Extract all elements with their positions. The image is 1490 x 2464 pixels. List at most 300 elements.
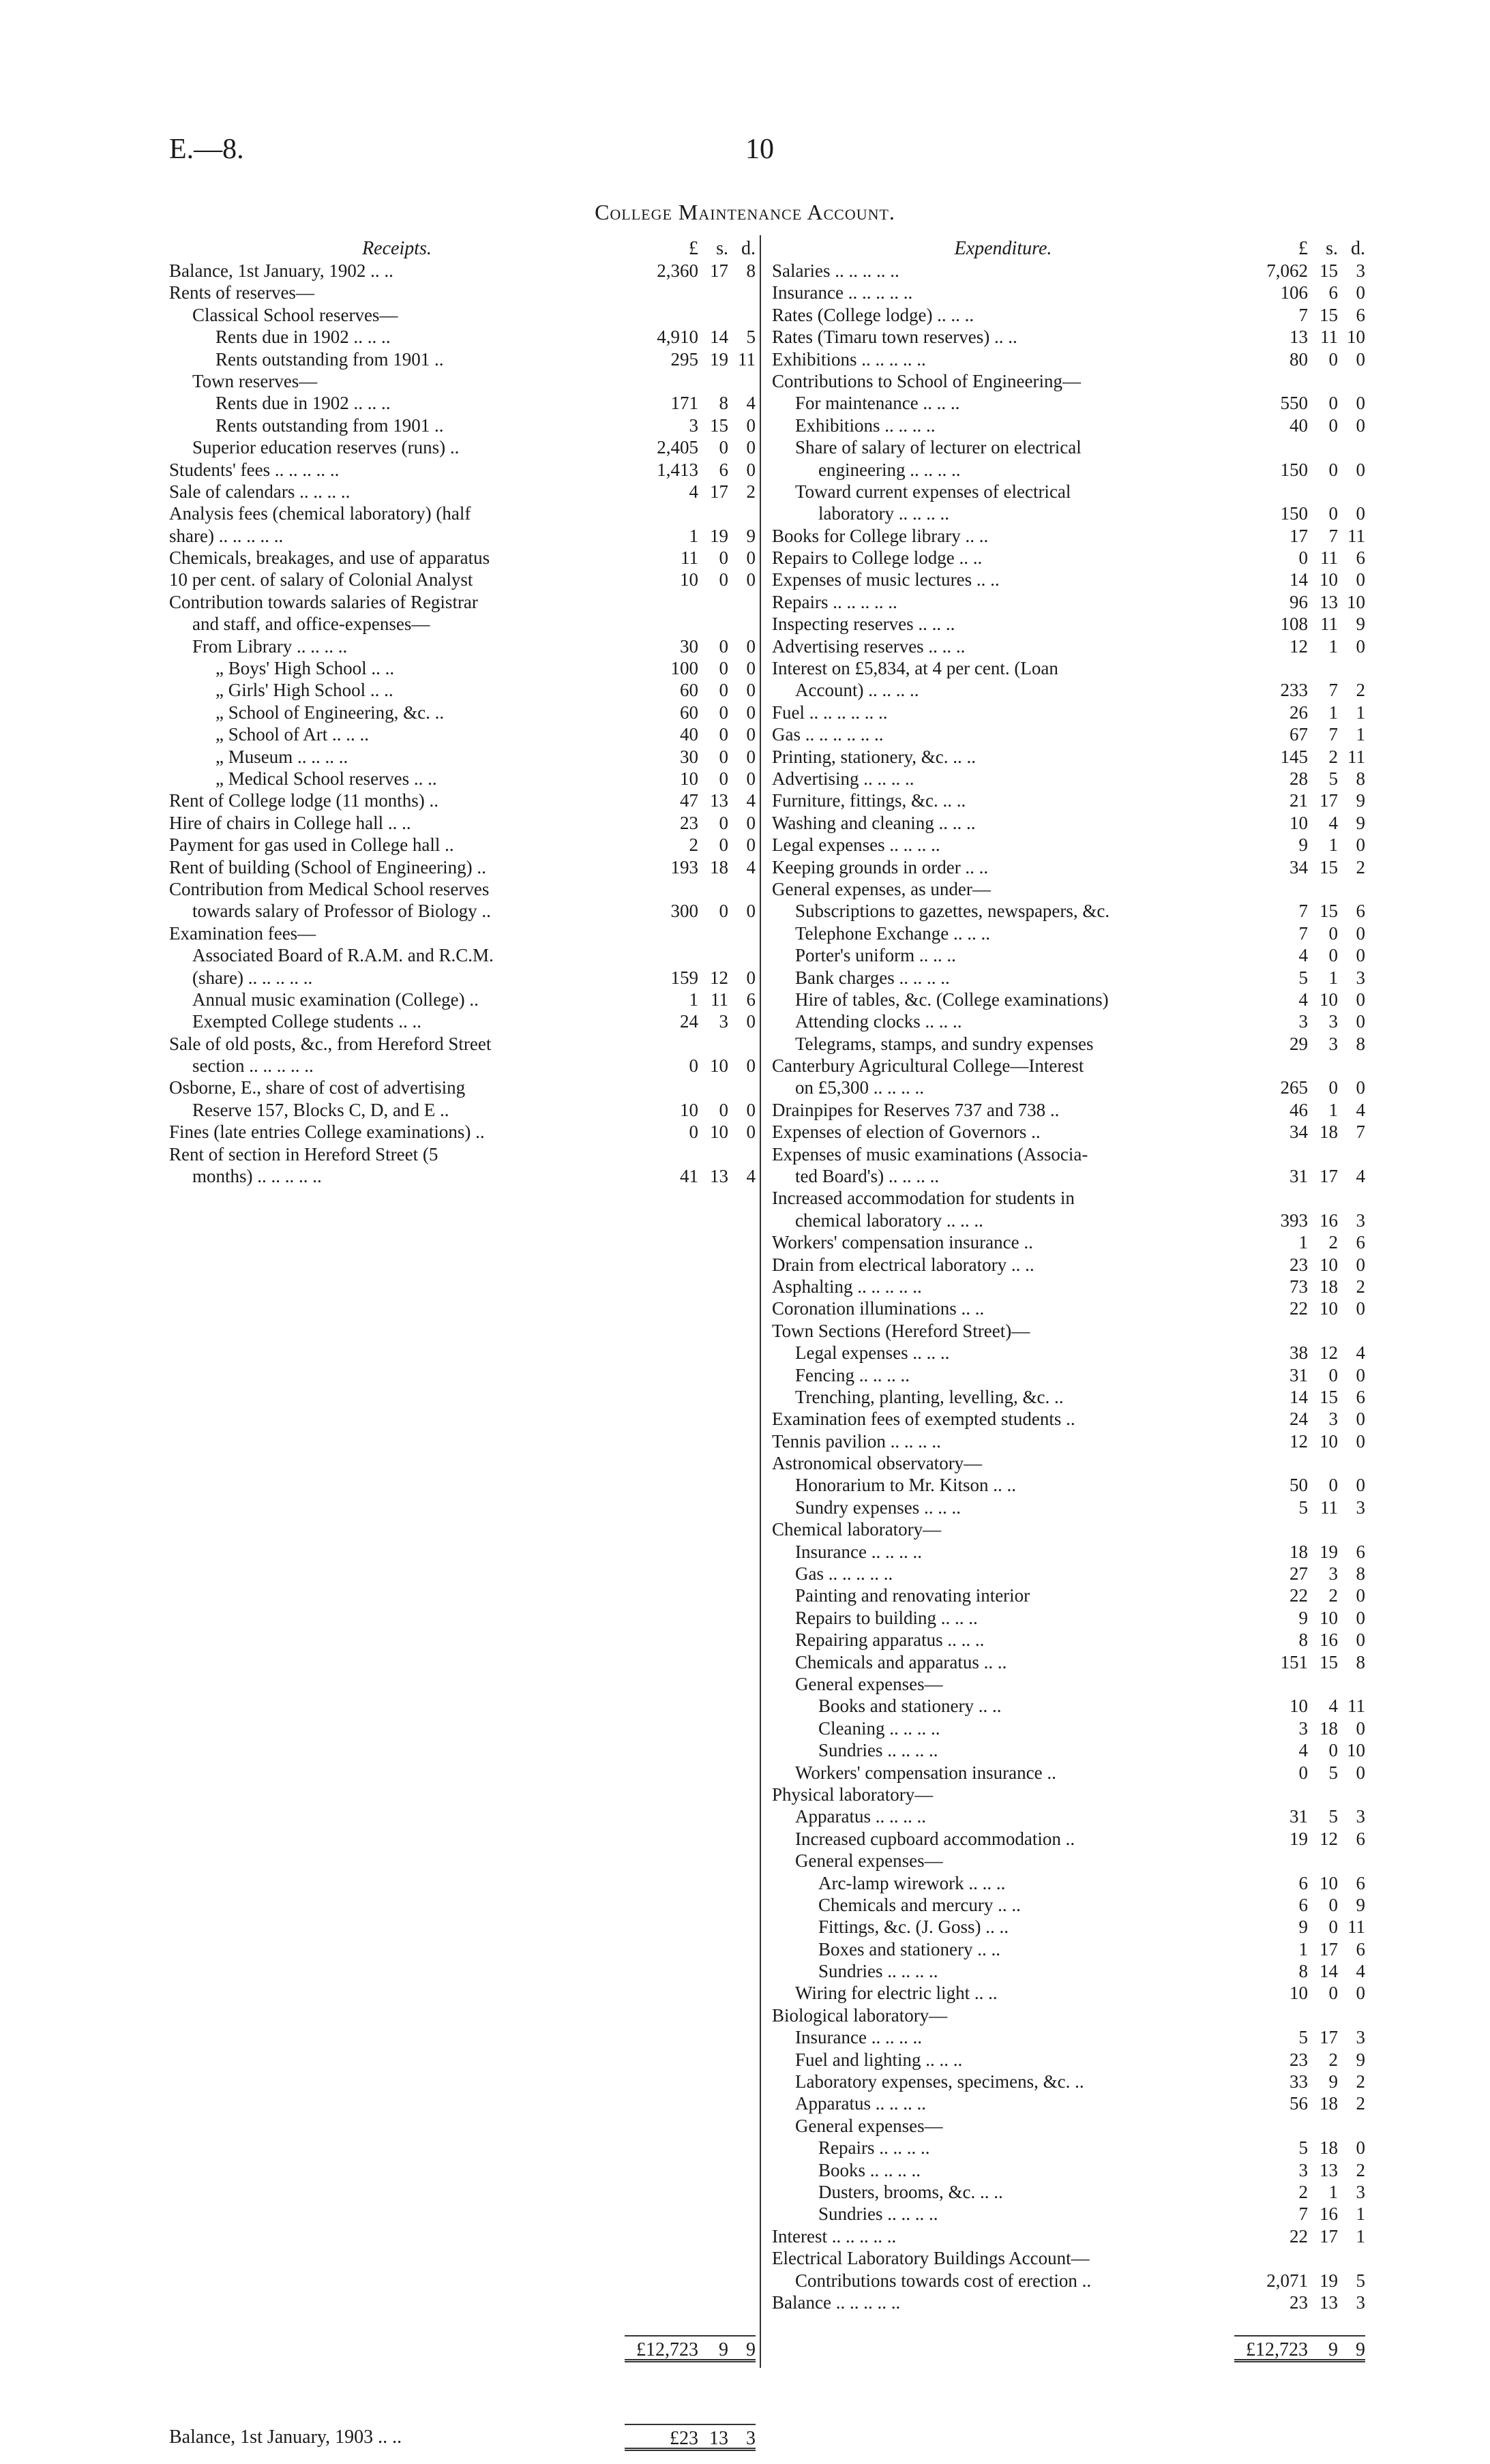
expenditure-total (772, 2335, 1365, 2362)
expenditure-item-label: Expenses of election of Governors .. (772, 1122, 1041, 1143)
pounds-value (625, 613, 698, 635)
expenditure-row (772, 392, 1365, 414)
shillings-value (698, 878, 728, 900)
shillings-value: 0 (719, 812, 728, 833)
pence-value (728, 878, 756, 900)
expenditure-item-label: Attending clocks .. .. .. (795, 1011, 962, 1032)
pounds-value: 19 (1290, 1828, 1308, 1849)
shillings-value: 18 (1320, 2137, 1338, 2159)
expenditure-item-label: Tennis pavilion .. .. .. .. (772, 1430, 941, 1452)
receipt-item-label: Sale of old posts, &c., from Hereford Street (169, 1033, 492, 1054)
pence-value: 0 (1356, 945, 1365, 966)
pence-value (1338, 1055, 1365, 1077)
expenditure-row (772, 746, 1365, 768)
expenditure-item-label: Painting and renovating interior (795, 1585, 1030, 1606)
expenditure-row (772, 944, 1365, 966)
shillings-value: 0 (719, 569, 728, 590)
pence-value (728, 502, 756, 524)
expenditure-item-label: engineering .. .. .. .. (818, 459, 961, 480)
pence-value (1338, 481, 1365, 502)
expenditure-item-label: Fuel and lighting .. .. .. (795, 2049, 963, 2070)
expenditure-item-label: Cleaning .. .. .. .. (818, 1717, 940, 1739)
pounds-value (625, 944, 698, 966)
shillings-value: 7 (1328, 724, 1338, 745)
pence-value: 10 (1347, 591, 1365, 612)
pounds-value: 7 (1298, 901, 1308, 922)
expenditure-row (772, 1960, 1365, 1982)
pence-value: 0 (1356, 1254, 1365, 1275)
expenditure-item-label: Salaries .. .. .. .. .. (772, 260, 899, 281)
pence-value: 0 (1356, 503, 1365, 524)
shillings-value: 5 (1328, 1806, 1338, 1827)
pounds-value: 5 (1298, 2137, 1308, 2159)
receipt-item-label: Chemicals, breakages, and use of apparatus (169, 547, 490, 569)
pounds-value (625, 304, 698, 326)
expenditure-row (772, 569, 1365, 590)
receipt-row (169, 989, 756, 1010)
receipt-item-label: Balance, 1st January, 1902 .. .. (169, 260, 393, 281)
receipt-row (169, 613, 756, 635)
shillings-value: 13 (1320, 591, 1338, 612)
pence-value: 11 (1347, 525, 1365, 546)
pounds-value: 2 (1298, 2181, 1308, 2202)
receipt-row (169, 392, 756, 414)
pounds-value (1234, 1187, 1308, 1209)
pounds-value: 41 (680, 1166, 698, 1187)
pence-value: 6 (746, 989, 756, 1010)
shillings-value: 11 (1320, 547, 1338, 569)
expenditure-row (772, 1055, 1365, 1077)
shillings-value: 17 (710, 260, 728, 281)
shillings-value: 15 (1320, 1651, 1338, 1672)
expenditure-row (772, 613, 1365, 635)
expenditure-item-label: Boxes and stationery .. .. (818, 1938, 1000, 1959)
pounds-value: 50 (1290, 1475, 1308, 1496)
expenditure-row (772, 1541, 1365, 1563)
shillings-value: 19 (1320, 1541, 1338, 1562)
pounds-value: 18 (1290, 1541, 1308, 1562)
receipt-item-label: Examination fees— (169, 922, 316, 944)
shillings-value: 3 (719, 1011, 728, 1032)
receipt-row (169, 768, 756, 790)
pence-value: 0 (1356, 1409, 1365, 1430)
shillings-value: 4 (1328, 812, 1338, 833)
pence-value (1338, 370, 1365, 392)
pounds-value: 3 (689, 415, 698, 436)
expenditure-row (772, 547, 1365, 569)
receipt-row (169, 679, 756, 701)
pence-value: 6 (1356, 1828, 1365, 1849)
shillings-value: 10 (1320, 569, 1338, 590)
pence-value: 9 (746, 525, 756, 546)
receipt-item-label: „ Girls' High School .. .. (215, 680, 393, 701)
shillings-value: 0 (719, 635, 728, 657)
pounds-value: 7 (1298, 2204, 1308, 2225)
shillings-value: 0 (719, 746, 728, 767)
shillings-value (1308, 1518, 1338, 1540)
receipt-row (169, 723, 756, 745)
shillings-value: 19 (710, 348, 728, 370)
pounds-value: 33 (1290, 2071, 1308, 2092)
receipt-row (169, 922, 756, 944)
expenditure-item-label: Dusters, brooms, &c. .. .. (818, 2181, 1003, 2202)
expenditure-item-label: Town Sections (Hereford Street)— (772, 1320, 1030, 1341)
expenditure-row (772, 679, 1365, 701)
receipt-item-label: Classical School reserves— (192, 304, 398, 325)
pounds-value: 106 (1280, 282, 1308, 303)
expenditure-item-label: Sundries .. .. .. .. (818, 1961, 938, 1982)
pence-value: 4 (746, 1166, 756, 1187)
expenditure-row (772, 2270, 1365, 2292)
pence-value: 0 (1356, 348, 1365, 370)
shillings-value (1308, 481, 1338, 502)
expenditure-row (772, 2225, 1365, 2247)
pounds-value: 67 (1290, 724, 1308, 745)
expenditure-row (772, 768, 1365, 790)
pounds-value: 10 (1290, 1983, 1308, 2004)
pounds-value: 300 (670, 901, 698, 922)
pence-value: 4 (1356, 1961, 1365, 1982)
pounds-value: 28 (1290, 768, 1308, 789)
pence-head: d. (1351, 238, 1365, 259)
shillings-value: 15 (1320, 304, 1338, 325)
receipt-item-label: Reserve 157, Blocks C, D, and E .. (192, 1099, 449, 1120)
page-ref: E.—8. (169, 134, 244, 165)
pounds-value: 7,062 (1266, 260, 1308, 281)
receipt-row (169, 569, 756, 590)
pence-value: 0 (1356, 393, 1365, 414)
pounds-value: 9 (1298, 1917, 1308, 1938)
shillings-value: 10 (1320, 1298, 1338, 1319)
pounds-value: 0 (1298, 547, 1308, 569)
expenditure-item-label: Legal expenses .. .. .. .. (772, 835, 940, 856)
pounds-value: 150 (1280, 459, 1308, 480)
expenditure-item-label: Increased accommodation for students in (772, 1188, 1075, 1209)
shillings-value: 0 (719, 835, 728, 856)
expenditure-item-label: Gas .. .. .. .. .. (795, 1563, 893, 1584)
pounds-value (1234, 370, 1308, 392)
shillings-value: 16 (1320, 1629, 1338, 1651)
receipt-item-label: (share) .. .. .. .. .. (192, 967, 313, 988)
pounds-value: 12 (1290, 635, 1308, 657)
expenditure-item-label: chemical laboratory .. .. .. (795, 1210, 983, 1231)
pence-value (1338, 878, 1365, 900)
pounds-value (1234, 1850, 1308, 1872)
pence-value: 0 (746, 901, 756, 922)
expenditure-row (772, 1739, 1365, 1761)
shillings-value: 0 (1328, 415, 1338, 436)
shillings-value: 15 (1320, 856, 1338, 877)
page-number: 10 (745, 134, 774, 165)
pounds-value: 393 (1280, 1210, 1308, 1231)
receipt-row (169, 326, 756, 348)
expenditure-item-label: Porter's uniform .. .. .. (795, 945, 956, 966)
pounds-value: 29 (1290, 1033, 1308, 1054)
expenditure-item-label: Printing, stationery, &c. .. .. (772, 746, 976, 767)
receipt-item-label: Rent of section in Hereford Street (5 (169, 1143, 438, 1165)
expenditure-row (772, 1474, 1365, 1496)
pence-value: 1 (1356, 2225, 1365, 2247)
expenditure-column (772, 235, 1365, 2313)
expenditure-item-label: Drainpipes for Reserves 737 and 738 .. (772, 1099, 1060, 1120)
pounds-value: 13 (1290, 327, 1308, 348)
pounds-value: 4 (1298, 1740, 1308, 1761)
pounds-value (625, 370, 698, 392)
expenditure-item-label: Rates (College lodge) .. .. .. (772, 304, 974, 325)
pounds-value: 60 (680, 680, 698, 701)
pence-value (728, 282, 756, 303)
pence-value: 0 (746, 437, 756, 458)
pounds-value: 5 (1298, 1497, 1308, 1518)
shillings-value: 10 (710, 1055, 728, 1077)
pounds-value: 22 (1290, 2225, 1308, 2247)
shillings-value: 19 (1320, 2270, 1338, 2291)
expenditure-item-label: Astronomical observatory— (772, 1453, 983, 1474)
pounds-value: 27 (1290, 1563, 1308, 1584)
pounds-value: 6 (1298, 1872, 1308, 1893)
pence-value (1338, 436, 1365, 458)
pounds-value (625, 1077, 698, 1098)
expenditure-row (772, 1408, 1365, 1430)
pounds-value: 24 (680, 1011, 698, 1032)
receipt-item-label: Rents due in 1902 .. .. .. (215, 393, 391, 414)
receipt-row (169, 1055, 756, 1077)
expenditure-row (772, 1828, 1365, 1850)
receipt-row (169, 790, 756, 811)
pounds-value: 46 (1290, 1099, 1308, 1120)
receipt-item-label: Payment for gas used in College hall .. (169, 835, 454, 856)
shillings-value: 11 (1320, 614, 1338, 635)
receipt-item-label: share) .. .. .. .. .. (169, 525, 284, 546)
expenditure-row (772, 1143, 1365, 1165)
pence-value (728, 922, 756, 944)
pounds-value (1234, 436, 1308, 458)
shillings-value: 0 (719, 437, 728, 458)
pounds-value: 34 (1290, 856, 1308, 877)
pence-value: 6 (1356, 304, 1365, 325)
shillings-value: 17 (1320, 1938, 1338, 1959)
pence-value: 8 (1356, 768, 1365, 789)
shillings-value: 3 (1328, 1563, 1338, 1584)
receipt-item-label: Osborne, E., share of cost of advertising (169, 1077, 466, 1098)
expenditure-row (772, 1497, 1365, 1518)
pounds-value: 2,071 (1266, 2270, 1308, 2291)
shillings-value (1308, 1452, 1338, 1474)
receipt-item-label: „ Medical School reserves .. .. (215, 768, 437, 789)
expenditure-item-label: Chemicals and apparatus .. .. (795, 1651, 1007, 1672)
pence-value (1338, 1518, 1365, 1540)
receipt-item-label: Superior education reserves (runs) .. (192, 437, 460, 458)
receipt-row (169, 1143, 756, 1165)
shillings-value: 0 (1328, 1983, 1338, 2004)
pounds-value: 4,910 (657, 327, 698, 348)
pence-value (1338, 1784, 1365, 1805)
expenditure-item-label: Laboratory expenses, specimens, &c. .. (795, 2071, 1084, 2092)
pence-value (728, 1143, 756, 1165)
pounds-value: 10 (680, 569, 698, 590)
expenditure-row (772, 1187, 1365, 1209)
pounds-value (1234, 1143, 1308, 1165)
shillings-value: 0 (1328, 1077, 1338, 1098)
pounds-value: 7 (1298, 922, 1308, 944)
expenditure-item-label: General expenses— (795, 1674, 943, 1694)
pence-value: 4 (746, 393, 756, 414)
pence-value: 3 (1356, 1497, 1365, 1518)
pence-value: 7 (1356, 1122, 1365, 1143)
shillings-value: 2 (1328, 1585, 1338, 1606)
pounds-value: 4 (689, 481, 698, 502)
expenditure-item-label: Honorarium to Mr. Kitson .. .. (795, 1475, 1016, 1496)
pounds-value: 6 (1298, 1894, 1308, 1915)
expenditure-item-label: Repairs .. .. .. .. .. (772, 591, 897, 612)
pounds-value: 56 (1290, 2093, 1308, 2114)
pence-value: 0 (746, 724, 756, 745)
expenditure-row (772, 989, 1365, 1010)
shillings-value: 0 (719, 658, 728, 679)
pounds-value: 0 (1298, 1762, 1308, 1783)
expenditure-item-label: Sundries .. .. .. .. (818, 1740, 938, 1761)
pence-value (1338, 1850, 1365, 1872)
expenditure-item-label: Expenses of music examinations (Associa- (772, 1143, 1088, 1165)
expenditure-item-label: Subscriptions to gazettes, newspapers, &c. (795, 901, 1110, 922)
shillings-value: 18 (1320, 2093, 1338, 2114)
pence-value (1338, 2115, 1365, 2137)
expenditure-row (772, 2203, 1365, 2225)
pence-value: 3 (1356, 2181, 1365, 2202)
pounds-value: 30 (680, 746, 698, 767)
shillings-value (698, 370, 728, 392)
receipt-item-label: Rents due in 1902 .. .. .. (215, 327, 391, 348)
shillings-value: 3 (1328, 1409, 1338, 1430)
pounds-value (1234, 657, 1308, 679)
expenditure-row (772, 856, 1365, 878)
pence-value: 0 (746, 1122, 756, 1143)
pence-value: 11 (1347, 746, 1365, 767)
pounds-value (1234, 2247, 1308, 2269)
expenditure-row (772, 1629, 1365, 1651)
pence-value: 0 (746, 746, 756, 767)
receipt-item-label: Contribution towards salaries of Registrar (169, 591, 478, 612)
receipt-item-label: „ Museum .. .. .. .. (215, 746, 348, 767)
pence-value: 2 (1356, 2159, 1365, 2180)
expenditure-row (772, 1342, 1365, 1364)
pounds-value: 1 (1298, 1938, 1308, 1959)
pence-value: 0 (1356, 1762, 1365, 1783)
pence-value: 5 (746, 327, 756, 348)
shillings-value: 17 (1320, 2225, 1338, 2247)
expenditure-item-label: Fittings, &c. (J. Goss) .. .. (818, 1917, 1009, 1938)
expenditure-item-label: Apparatus .. .. .. .. (795, 1806, 926, 1827)
pounds-value: 10 (1290, 1696, 1308, 1717)
pence-value: 3 (1356, 1806, 1365, 1827)
pence-value: 0 (1356, 415, 1365, 436)
pounds-value: 12 (1290, 1430, 1308, 1452)
expenditure-item-label: Asphalting .. .. .. .. .. (772, 1276, 922, 1297)
pence-value: 9 (1356, 614, 1365, 635)
pounds-value: 40 (680, 724, 698, 745)
shillings-value (1308, 1320, 1338, 1342)
shillings-value: 0 (1328, 1364, 1338, 1385)
shillings-value: 0 (1328, 348, 1338, 370)
shillings-value: 13 (1320, 2292, 1338, 2313)
pounds-value: 30 (680, 635, 698, 657)
shillings-value: 19 (710, 525, 728, 546)
expenditure-item-label: ted Board's) .. .. .. .. (795, 1166, 940, 1187)
pounds-value: 145 (1280, 746, 1308, 767)
pence-value (1338, 1143, 1365, 1165)
column-divider (760, 235, 761, 2368)
pounds-value: 108 (1280, 614, 1308, 635)
expenditure-item-label: Electrical Laboratory Buildings Account— (772, 2248, 1090, 2269)
receipt-item-label: towards salary of Professor of Biology .. (192, 901, 491, 922)
receipt-item-label: Annual music examination (College) .. (192, 989, 479, 1010)
pence-value: 0 (1356, 835, 1365, 856)
pence-value (1338, 2004, 1365, 2026)
pounds-value: 10 (1290, 812, 1308, 833)
expenditure-item-label: Biological laboratory— (772, 2004, 948, 2026)
pence-value: 0 (1356, 1585, 1365, 1606)
pence-value: 2 (1356, 1276, 1365, 1297)
expenditure-row (772, 922, 1365, 944)
pounds-value: 96 (1290, 591, 1308, 612)
receipt-item-label: Rents outstanding from 1901 .. (215, 415, 444, 436)
expenditure-row (772, 1276, 1365, 1297)
expenditure-row (772, 1695, 1365, 1717)
expenditure-row (772, 1121, 1365, 1143)
receipt-row (169, 436, 756, 458)
pounds-value (625, 922, 698, 944)
pence-value (728, 304, 756, 326)
pence-value: 0 (1356, 1298, 1365, 1319)
pence-value: 0 (746, 1099, 756, 1120)
receipt-row (169, 1165, 756, 1187)
receipts-total-pence: 9 (746, 2339, 756, 2360)
expenditure-row (772, 1010, 1365, 1032)
shillings-value (1308, 878, 1338, 900)
expenditure-item-label: Balance .. .. .. .. .. (772, 2292, 901, 2313)
shillings-value: 16 (1320, 2204, 1338, 2225)
shillings-value: 0 (1328, 459, 1338, 480)
closing-balance-pence: 3 (746, 2428, 756, 2449)
expenditure-item-label: Arc-lamp wirework .. .. .. (818, 1872, 1006, 1893)
shillings-value: 11 (711, 989, 728, 1010)
expenditure-row (772, 1784, 1365, 1805)
pence-value: 2 (746, 481, 756, 502)
pounds-value: 1 (689, 525, 698, 546)
expenditure-row (772, 1673, 1365, 1695)
shillings-value: 18 (710, 856, 728, 877)
pence-value: 0 (1356, 635, 1365, 657)
expenditure-total-pounds: £12,723 (1246, 2339, 1308, 2360)
pence-value: 0 (1356, 1629, 1365, 1651)
pence-value: 0 (1356, 1607, 1365, 1628)
pence-value: 1 (1356, 2204, 1365, 2225)
shillings-value: 7 (1328, 680, 1338, 701)
shillings-value (698, 282, 728, 303)
pounds-head: £ (1298, 238, 1308, 259)
expenditure-item-label: Trenching, planting, levelling, &c. .. (795, 1386, 1064, 1407)
shillings-value: 15 (1320, 260, 1338, 281)
expenditure-item-label: Bank charges .. .. .. .. (795, 967, 950, 988)
receipt-row (169, 900, 756, 922)
expenditure-row (772, 2004, 1365, 2026)
shillings-value: 1 (1328, 835, 1338, 856)
expenditure-row (772, 834, 1365, 856)
expenditure-item-label: Insurance .. .. .. .. .. (772, 282, 913, 303)
shillings-value: 11 (1320, 327, 1338, 348)
expenditure-row (772, 1430, 1365, 1452)
expenditure-item-label: Furniture, fittings, &c. .. .. (772, 790, 966, 811)
